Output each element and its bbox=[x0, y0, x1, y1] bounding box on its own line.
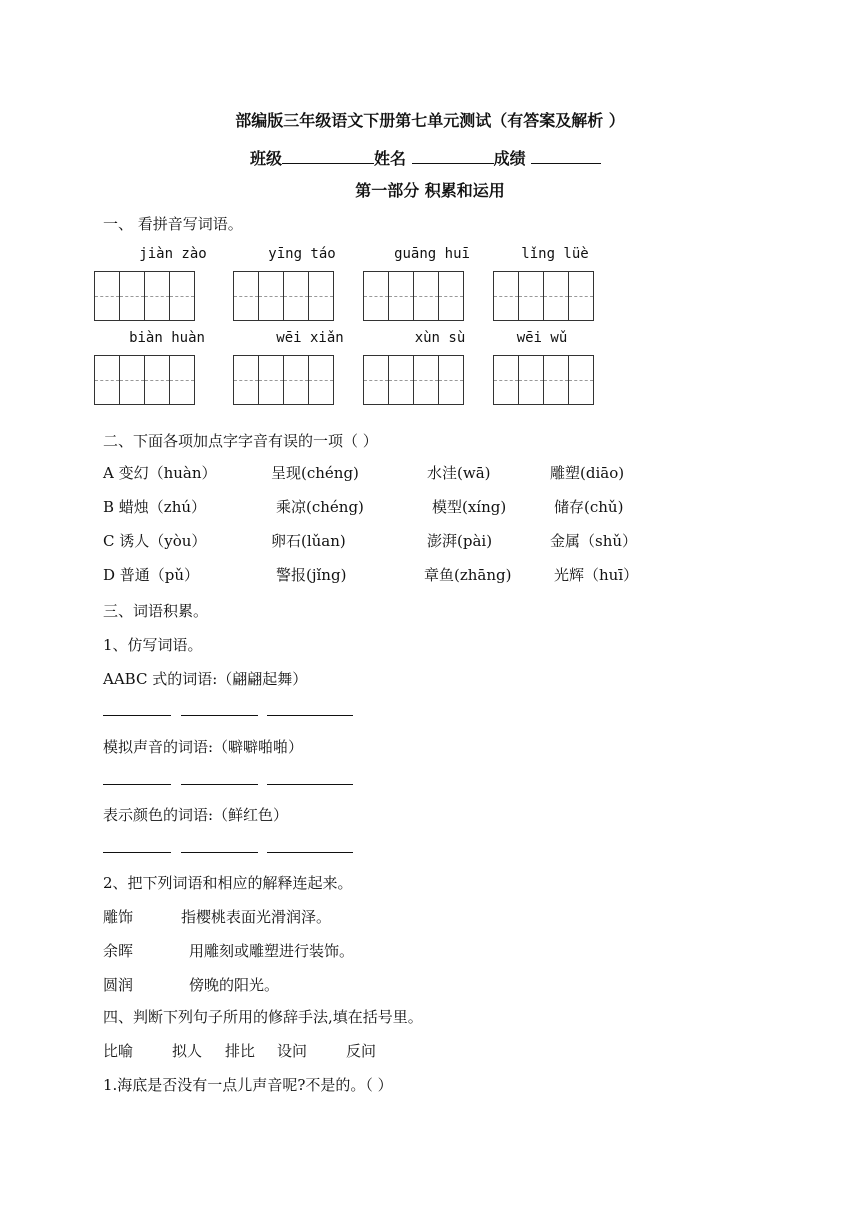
q4-item-1: 1.海底是否没有一点儿声音呢?不是的。（ ） bbox=[103, 1076, 393, 1094]
q3-sub1: 1、仿写词语。 bbox=[103, 636, 203, 654]
option-d-2: 警报(jǐng) bbox=[276, 566, 347, 584]
answer-blank[interactable] bbox=[267, 784, 353, 785]
option-c-4: 金属（shǔ） bbox=[550, 532, 638, 550]
pinyin-4: lǐng lüè bbox=[521, 246, 589, 262]
sound-prompt: 模拟声音的词语:（噼噼啪啪） bbox=[103, 738, 304, 756]
rhetoric-option-5: 反问 bbox=[346, 1042, 377, 1060]
writing-grid[interactable] bbox=[493, 355, 594, 405]
pinyin-3: guāng huī bbox=[394, 246, 470, 262]
match-meaning-1: 指樱桃表面光滑润泽。 bbox=[181, 908, 332, 926]
answer-blank[interactable] bbox=[181, 715, 258, 716]
student-info-line bbox=[250, 146, 601, 169]
q3-heading: 三、词语积累。 bbox=[103, 602, 209, 620]
option-d-4: 光辉（huī） bbox=[554, 566, 639, 584]
match-word-3: 圆润 bbox=[103, 976, 134, 994]
option-a-1: A 变幻（huàn） bbox=[103, 464, 217, 482]
option-b-4: 储存(chǔ) bbox=[554, 498, 624, 516]
writing-grid[interactable] bbox=[233, 355, 334, 405]
answer-blank[interactable] bbox=[103, 852, 171, 853]
answer-blank[interactable] bbox=[103, 784, 171, 785]
page-title: 部编版三年级语文下册第七单元测试（有答案及解析 ） bbox=[235, 111, 625, 130]
name-blank[interactable] bbox=[412, 147, 494, 164]
option-b-2: 乘凉(chéng) bbox=[276, 498, 364, 516]
pinyin-1: jiàn zào bbox=[139, 246, 207, 262]
q1-heading: 一、 看拼音写词语。 bbox=[103, 215, 243, 233]
answer-blank[interactable] bbox=[103, 715, 171, 716]
option-c-3: 澎湃(pài) bbox=[427, 532, 493, 550]
option-a-4: 雕塑(diāo) bbox=[550, 464, 625, 482]
option-a-2: 呈现(chéng) bbox=[271, 464, 359, 482]
pinyin-7: xùn sù bbox=[414, 330, 466, 346]
writing-grid[interactable] bbox=[363, 271, 464, 321]
pinyin-6: wēi xiǎn bbox=[276, 330, 344, 346]
answer-blank[interactable] bbox=[181, 852, 258, 853]
writing-grid[interactable] bbox=[493, 271, 594, 321]
writing-grid[interactable] bbox=[363, 355, 464, 405]
q4-heading: 四、判断下列句子所用的修辞手法,填在括号里。 bbox=[103, 1008, 423, 1026]
answer-blank[interactable] bbox=[267, 715, 353, 716]
pinyin-5: biàn huàn bbox=[129, 330, 205, 346]
q2-heading: 二、下面各项加点字字音有误的一项（ ） bbox=[103, 432, 378, 450]
pinyin-8: wēi wǔ bbox=[516, 330, 568, 346]
rhetoric-option-4: 设问 bbox=[277, 1042, 308, 1060]
writing-grid[interactable] bbox=[94, 271, 195, 321]
color-prompt: 表示颜色的词语:（鲜红色） bbox=[103, 806, 289, 824]
option-d-1: D 普通（pǔ） bbox=[103, 566, 200, 584]
answer-blank[interactable] bbox=[181, 784, 258, 785]
option-a-3: 水洼(wā) bbox=[427, 464, 491, 482]
score-label: 成绩 bbox=[493, 149, 526, 168]
rhetoric-option-2: 拟人 bbox=[172, 1042, 203, 1060]
option-d-3: 章鱼(zhāng) bbox=[424, 566, 512, 584]
name-label: 姓名 bbox=[374, 149, 407, 168]
match-meaning-3: 傍晚的阳光。 bbox=[189, 976, 280, 994]
match-meaning-2: 用雕刻或雕塑进行装饰。 bbox=[189, 942, 355, 960]
pinyin-2: yīng táo bbox=[268, 246, 336, 262]
class-label: 班级 bbox=[250, 149, 283, 168]
class-blank[interactable] bbox=[282, 147, 374, 164]
aabc-prompt: AABC 式的词语:（翩翩起舞） bbox=[103, 670, 308, 688]
option-b-3: 模型(xíng) bbox=[432, 498, 507, 516]
option-b-1: B 蜡烛（zhú） bbox=[103, 498, 207, 516]
option-c-1: C 诱人（yòu） bbox=[103, 532, 207, 550]
answer-blank[interactable] bbox=[267, 852, 353, 853]
part-one-heading: 第一部分 积累和运用 bbox=[355, 181, 505, 200]
score-blank[interactable] bbox=[531, 147, 601, 164]
rhetoric-option-1: 比喻 bbox=[103, 1042, 134, 1060]
writing-grid[interactable] bbox=[233, 271, 334, 321]
match-word-2: 余晖 bbox=[103, 942, 134, 960]
match-word-1: 雕饰 bbox=[103, 908, 134, 926]
rhetoric-option-3: 排比 bbox=[225, 1042, 256, 1060]
q3-sub2: 2、把下列词语和相应的解释连起来。 bbox=[103, 874, 353, 892]
option-c-2: 卵石(lǔan) bbox=[271, 532, 346, 550]
writing-grid[interactable] bbox=[94, 355, 195, 405]
